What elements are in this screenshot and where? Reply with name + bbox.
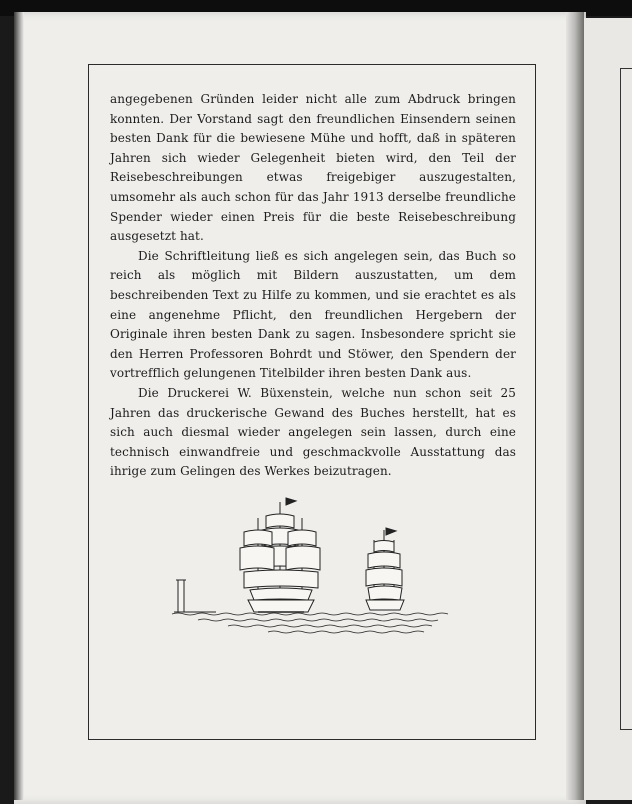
- book-gutter: [566, 12, 584, 800]
- paragraph-2: Die Schriftleitung ließ es sich angelegen sein, das Buch so reich als möglich mit Bildern auszustatten, um dem beschreibenden Text zu Hilfe zu kommen, und sie erachtet es als eine angenehme Pflicht, den freundlichen Hergebern der Originale ihren besten Dank zu sagen. Insbesondere spricht sie den Herren Professoren Bohrdt und Stöwer, den Spendern der vortrefflich gelungenen Titelbilder ihren besten Dank aus.: [110, 248, 516, 381]
- small-ship-icon: [366, 528, 404, 610]
- lighthouse-icon: [174, 580, 216, 612]
- water-waves: [172, 613, 448, 633]
- paragraph-1: angegebenen Gründen leider nicht alle zum Abdruck bringen konnten. Der Vorstand sagt den freundlichen Einsendern seinen besten Dank für die bewiesene Mühe und hofft, daß in späteren Jahren sich wieder Gelegenheit bieten wird, den Teil der Reisebeschreibungen etwas freigebiger auszugestalten, umsomehr als auch schon für das Jahr 1913 derselbe freundliche Spender wieder einen Preis für die beste Reisebeschreibung ausgesetzt hat.: [110, 92, 516, 244]
- page-binding-edge: [14, 12, 24, 800]
- large-ship-icon: [240, 498, 320, 612]
- sailing-ships-illustration: [168, 488, 468, 648]
- paragraph-3: Die Druckerei W. Büxenstein, welche nun schon seit 25 Jahren das druckerische Gewand des Buches herstellt, hat es sich auch diesmal wieder angelegen sein lassen, durch eine technisch einwandfreie und geschmackvolle Ausstattung das ihrige zum Gelingen des Werkes beizutragen.: [110, 385, 516, 479]
- body-text: [110, 90, 516, 482]
- adjacent-page-frame: [620, 68, 632, 730]
